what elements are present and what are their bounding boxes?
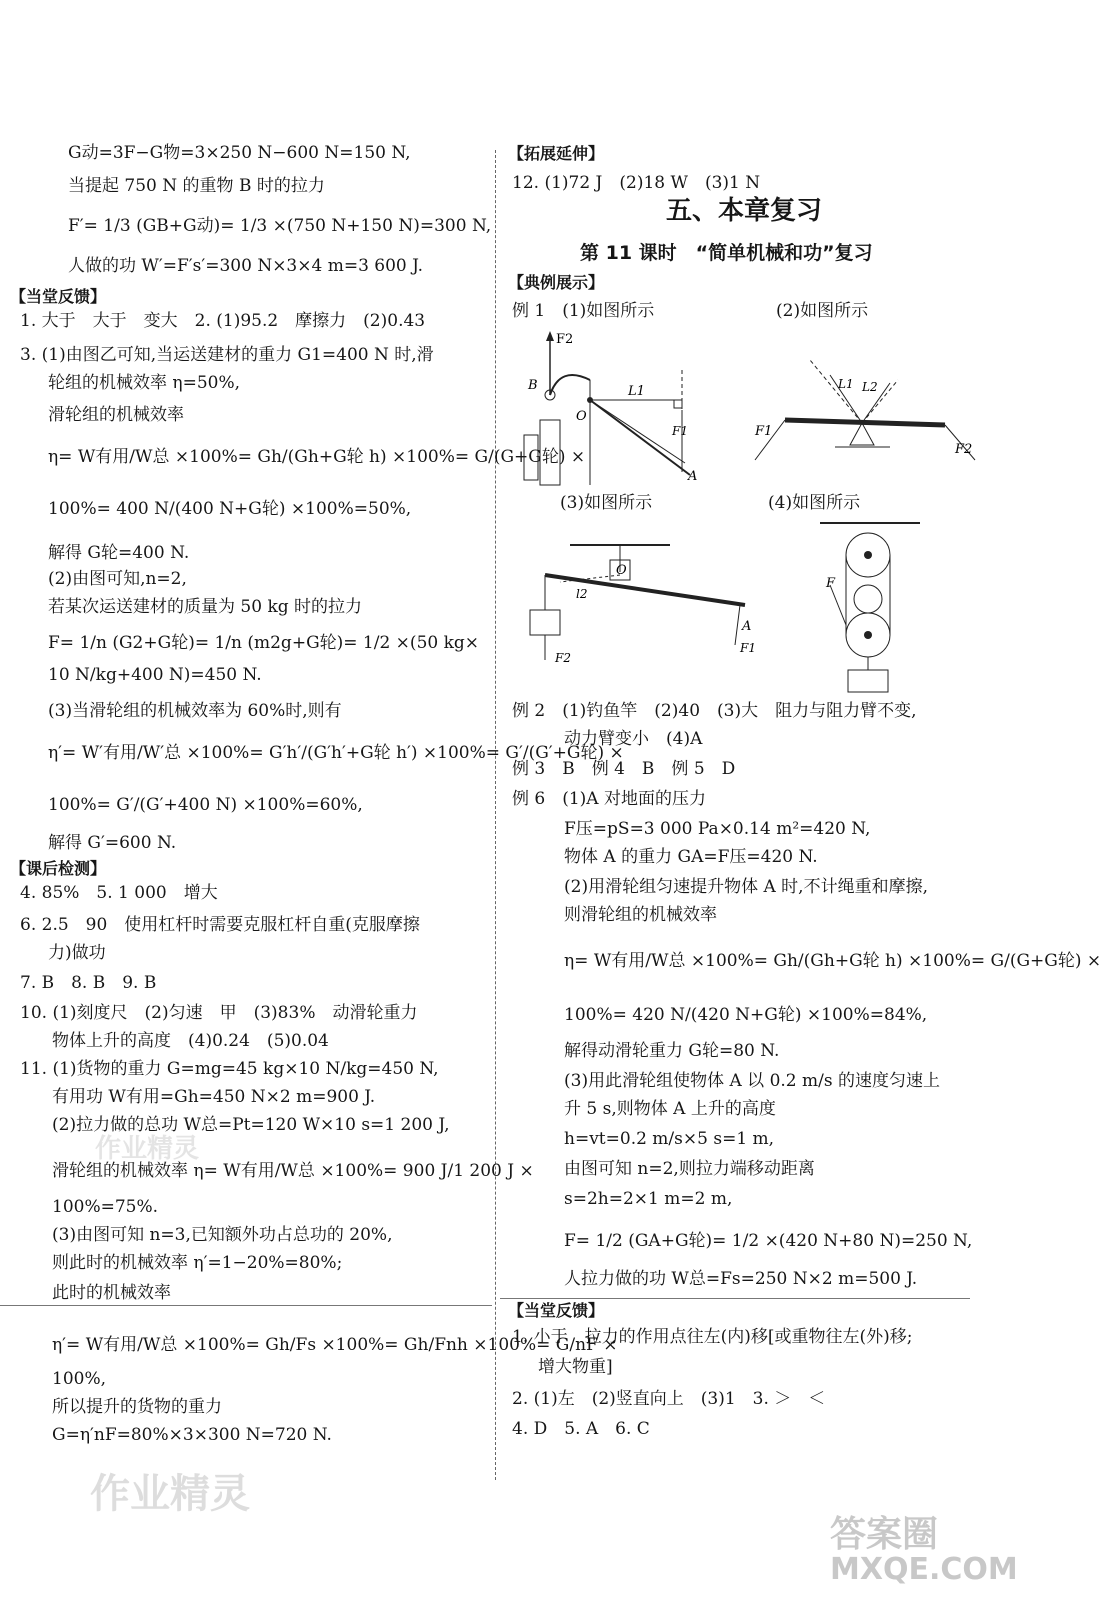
- figure-caption: (2)如图所示: [776, 301, 869, 321]
- column-divider: [495, 150, 496, 1480]
- text-line: F压=pS=3 000 Pa×0.14 m²=420 N,: [564, 819, 871, 839]
- fig-label: B: [528, 378, 538, 393]
- text-line: h=vt=0.2 m/s×5 s=1 m,: [564, 1129, 775, 1149]
- text-line: (2)由图可知,n=2,: [48, 569, 187, 589]
- answer-line: 例 2 (1)钓鱼竿 (2)40 (3)大 阻力与阻力臂不变,: [512, 701, 917, 721]
- text-line: 解得 G′=600 N.: [48, 833, 177, 853]
- text-line: 解得 G轮=400 N.: [48, 543, 190, 563]
- text-line: (2)用滑轮组匀速提升物体 A 时,不计绳重和摩擦,: [564, 877, 928, 897]
- text-line: 10 N/kg+400 N)=450 N.: [48, 665, 262, 685]
- figure-caption: (4)如图所示: [768, 493, 861, 513]
- text-line: 当提起 750 N 的重物 B 时的拉力: [68, 176, 325, 196]
- chapter-title: 五、本章复习: [666, 196, 823, 226]
- text-line: 滑轮组的机械效率: [48, 405, 184, 425]
- watermark: 作业精灵: [95, 1134, 200, 1164]
- fig-label: F1: [672, 424, 688, 438]
- equation-line: F= 1/2 (GA+G轮)= 1/2 ×(420 N+80 N)=250 N,: [564, 1231, 973, 1251]
- fig-label: L2: [862, 380, 878, 394]
- text-line: (2)拉力做的总功 W总=Pt=120 W×10 s=1 200 J,: [52, 1115, 450, 1135]
- answer-line: 例 6 (1)A 对地面的压力: [512, 789, 706, 809]
- fig-label: F2: [556, 332, 574, 347]
- figure-caption: 例 1 (1)如图所示: [512, 301, 655, 321]
- answer-line: 3. (1)由图乙可知,当运送建材的重力 G1=400 N 时,滑: [20, 345, 434, 365]
- watermark: 作业精灵: [90, 1471, 250, 1517]
- text-line: 100%,: [52, 1369, 107, 1389]
- text-line: (3)当滑轮组的机械效率为 60%时,则有: [48, 701, 342, 721]
- answer-line: 2. (1)左 (2)竖直向上 (3)1 3. ＞ ＜: [512, 1389, 826, 1409]
- section-rule: [500, 1298, 970, 1299]
- answer-line: 4. 85% 5. 1 000 增大: [20, 883, 218, 903]
- text-line: 由图可知 n=2,则拉力端移动距离: [564, 1159, 815, 1179]
- figure-hanging-lever: [520, 530, 760, 670]
- answer-line: 7. B 8. B 9. B: [20, 973, 157, 993]
- fig-label: O: [576, 409, 587, 424]
- lesson-title: 第 11 课时 “简单机械和功”复习: [580, 242, 873, 264]
- text-line: 此时的机械效率: [52, 1283, 171, 1303]
- answer-line: 1. 小于 拉力的作用点往左(内)移[或重物往左(外)移;: [512, 1327, 913, 1347]
- text-line: 则滑轮组的机械效率: [564, 905, 717, 925]
- text-line: 升 5 s,则物体 A 上升的高度: [564, 1099, 776, 1119]
- answer-line: 例 3 B 例 4 B 例 5 D: [512, 759, 736, 779]
- text-line: 轮组的机械效率 η=50%,: [48, 373, 241, 393]
- text-line: 有用功 W有用=Gh=450 N×2 m=900 J.: [52, 1087, 376, 1107]
- text-line: 力)做功: [48, 943, 106, 963]
- figure-caption: (3)如图所示: [560, 493, 653, 513]
- figure-lever-pump: [510, 325, 710, 485]
- text-line: 物体 A 的重力 GA=F压=420 N.: [564, 847, 818, 867]
- text-line: 物体上升的高度 (4)0.24 (5)0.04: [52, 1031, 329, 1051]
- section-header: 【当堂反馈】: [10, 287, 107, 306]
- section-header: 【典例展示】: [508, 273, 605, 292]
- text-line: 若某次运送建材的质量为 50 kg 时的拉力: [48, 597, 363, 617]
- fig-label: O: [616, 563, 627, 578]
- text-line: 增大物重]: [538, 1357, 613, 1377]
- section-header: 【当堂反馈】: [508, 1301, 605, 1320]
- fig-label: A: [742, 619, 752, 634]
- equation-line: η′= W′有用/W′总 ×100%= G′h′/(G′h′+G轮 h′) ×100%= G′/(G′+G轮) ×: [48, 743, 624, 763]
- answer-line: 1. 大于 大于 变大 2. (1)95.2 摩擦力 (2)0.43: [20, 311, 426, 331]
- section-header: 【拓展延伸】: [508, 144, 605, 163]
- fig-label: L1: [838, 377, 854, 391]
- fig-label: L1: [628, 384, 645, 399]
- text-line: 则此时的机械效率 η′=1−20%=80%;: [52, 1253, 343, 1273]
- fig-label: F2: [955, 442, 973, 457]
- text-line: G动=3F−G物=3×250 N−600 N=150 N,: [68, 143, 411, 163]
- equation-line: 100%= 420 N/(420 N+G轮) ×100%=84%,: [564, 1005, 928, 1025]
- answer-line: 11. (1)货物的重力 G=mg=45 kg×10 N/kg=450 N,: [20, 1059, 439, 1079]
- fig-label: F1: [740, 641, 756, 655]
- text-line: 所以提升的货物的重力: [52, 1397, 222, 1417]
- equation-line: 100%= G′/(G′+400 N) ×100%=60%,: [48, 795, 363, 815]
- equation-line: η= W有用/W总 ×100%= Gh/(Gh+G轮 h) ×100%= G/(G+G轮) ×: [48, 447, 586, 467]
- equation-line: 滑轮组的机械效率 η= W有用/W总 ×100%= 900 J/1 200 J ×: [52, 1161, 534, 1181]
- equation-line: 100%= 400 N/(400 N+G轮) ×100%=50%,: [48, 499, 412, 519]
- fig-label: F1: [755, 424, 773, 439]
- watermark-url: MXQE.COM: [830, 1552, 1018, 1587]
- text-line: 人做的功 W′=F′s′=300 N×3×4 m=3 600 J.: [68, 256, 424, 276]
- answer-line: 6. 2.5 90 使用杠杆时需要克服杠杆自重(克服摩擦: [20, 915, 420, 935]
- text-line: (3)用此滑轮组使物体 A 以 0.2 m/s 的速度匀速上: [564, 1071, 940, 1091]
- text-line: G=η′nF=80%×3×300 N=720 N.: [52, 1425, 332, 1445]
- figure-beam-pivot: [750, 325, 980, 485]
- answer-line: 10. (1)刻度尺 (2)匀速 甲 (3)83% 动滑轮重力: [20, 1003, 418, 1023]
- text-line: 人拉力做的功 W总=Fs=250 N×2 m=500 J.: [564, 1269, 918, 1289]
- fig-label: A: [688, 469, 698, 484]
- answer-line: 12. (1)72 J (2)18 W (3)1 N: [512, 173, 761, 193]
- fig-label: l2: [576, 587, 588, 601]
- text-line: (3)由图可知 n=3,已知额外功占总功的 20%,: [52, 1225, 393, 1245]
- text-line: s=2h=2×1 m=2 m,: [564, 1189, 733, 1209]
- section-header: 【课后检测】: [10, 859, 107, 878]
- watermark-logo: 答案圈: [830, 1514, 939, 1555]
- fig-label: F2: [555, 651, 571, 665]
- equation-line: F= 1/n (G2+G轮)= 1/n (m2g+G轮)= 1/2 ×(50 kg×: [48, 633, 480, 653]
- section-rule: [0, 1305, 492, 1306]
- text-line: 解得动滑轮重力 G轮=80 N.: [564, 1041, 780, 1061]
- answer-line: 4. D 5. A 6. C: [512, 1419, 650, 1439]
- text-line: 动力臂变小 (4)A: [564, 729, 703, 749]
- figure-pulley-system: [800, 515, 940, 695]
- fig-label: F: [826, 576, 836, 591]
- equation-line: F′= 1/3 (GB+G动)= 1/3 ×(750 N+150 N)=300 N,: [68, 216, 492, 236]
- equation-line: η= W有用/W总 ×100%= Gh/(Gh+G轮 h) ×100%= G/(G+G轮) ×: [564, 951, 1101, 971]
- equation-line: η′= W有用/W总 ×100%= Gh/Fs ×100%= Gh/Fnh ×100%= G/nF ×: [52, 1335, 618, 1355]
- text-line: 100%=75%.: [52, 1197, 159, 1217]
